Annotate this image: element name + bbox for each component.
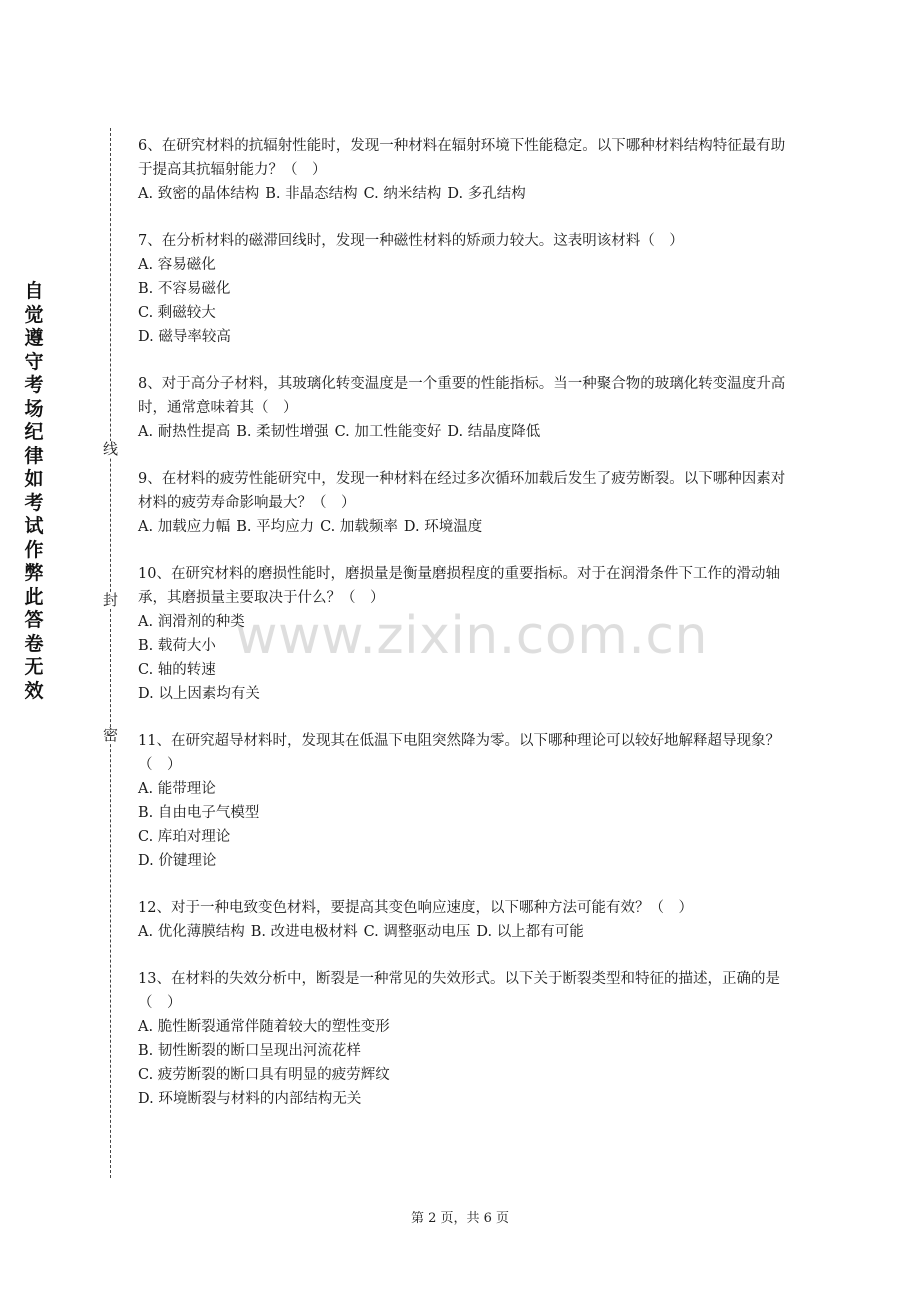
answer-option: B. 自由电子气模型: [138, 805, 260, 821]
question-item: [138, 467, 786, 539]
answer-option: C. 剩磁较大: [138, 305, 216, 321]
question-stem: 6、在研究材料的抗辐射性能时，发现一种材料在辐射环境下性能稳定。以下哪种材料结构特征最有助于提高其抗辐射能力？（ ）: [138, 138, 786, 178]
answer-option: B. 韧性断裂的断口呈现出河流花样: [138, 1043, 361, 1059]
page-number: 第 2 页，共 6 页: [410, 1211, 510, 1226]
question-stem: 11、在研究超导材料时，发现其在低温下电阻突然降为零。以下哪种理论可以较好地解释超导现象？（ ）: [138, 733, 780, 773]
question-stem: 7、在分析材料的磁滞回线时，发现一种磁性材料的矫顽力较大。这表明该材料（ ）: [138, 233, 684, 249]
question-stem: 13、在材料的失效分析中，断裂是一种常见的失效形式。以下关于断裂类型和特征的描述，正确的是（ ）: [138, 971, 780, 1011]
answer-option: D. 结晶度降低: [447, 424, 541, 440]
answer-option: B. 改进电极材料: [250, 924, 358, 940]
answer-option: C. 轴的转速: [138, 662, 216, 678]
option-row: [138, 515, 786, 539]
answer-option: D. 磁导率较高: [138, 329, 231, 345]
answer-option: B. 柔韧性增强: [236, 424, 329, 440]
answer-option: A. 加载应力幅: [138, 519, 231, 535]
answer-option: B. 载荷大小: [138, 638, 216, 654]
watermark: www.zixin.com.cn: [235, 606, 708, 666]
answer-option: D. 以上都有可能: [476, 924, 584, 940]
answer-option: A. 优化薄膜结构: [138, 924, 245, 940]
option-row: [138, 920, 786, 944]
answer-option: C. 加工性能变好: [334, 424, 442, 440]
question-item: [138, 896, 786, 944]
answer-option: A. 润滑剂的种类: [138, 614, 245, 630]
answer-option: C. 疲劳断裂的断口具有明显的疲劳辉纹: [138, 1067, 390, 1083]
question-stem: 8、对于高分子材料，其玻璃化转变温度是一个重要的性能指标。当一种聚合物的玻璃化转变温度升高时，通常意味着其（ ）: [138, 376, 786, 416]
question-item: [138, 134, 786, 206]
answer-option: A. 容易磁化: [138, 257, 216, 273]
question-item: [138, 729, 786, 873]
answer-option: D. 多孔结构: [447, 186, 526, 202]
question-stem: 9、在材料的疲劳性能研究中，发现一种材料在经过多次循环加载后发生了疲劳断裂。以下哪种因素对材料的疲劳寿命影响最大？（ ）: [138, 471, 786, 511]
question-item: [138, 967, 786, 1111]
answer-option: B. 非晶态结构: [265, 186, 358, 202]
answer-option: C. 库珀对理论: [138, 829, 231, 845]
option-row: [138, 420, 786, 444]
answer-option: B. 不容易磁化: [138, 281, 231, 297]
question-stem: 12、对于一种电致变色材料，要提高其变色响应速度，以下哪种方法可能有效？（ ）: [138, 900, 693, 916]
answer-option: B. 平均应力: [236, 519, 315, 535]
answer-option: D. 价键理论: [138, 853, 217, 869]
binding-mark-secret: 密: [102, 726, 118, 744]
binding-mark-seal: 封: [102, 591, 118, 609]
answer-option: A. 耐热性提高: [138, 424, 231, 440]
answer-option: A. 能带理论: [138, 781, 216, 797]
answer-option: A. 致密的晶体结构: [138, 186, 260, 202]
question-item: [138, 372, 786, 444]
answer-option: C. 调整驱动电压: [363, 924, 471, 940]
answer-option: D. 以上因素均有关: [138, 686, 260, 702]
answer-option: C. 纳米结构: [363, 186, 442, 202]
answer-option: A. 脆性断裂通常伴随着较大的塑性变形: [138, 1019, 390, 1035]
exam-discipline-notice: 自觉遵守考场纪律如考试作弊此答卷无效: [24, 280, 44, 702]
answer-option: C. 加载频率: [320, 519, 398, 535]
binding-dashed-line: [110, 128, 111, 1178]
answer-option: D. 环境断裂与材料的内部结构无关: [138, 1091, 362, 1107]
question-item: [138, 229, 786, 349]
answer-option: D. 环境温度: [403, 519, 483, 535]
option-row: [138, 182, 786, 206]
question-stem: 10、在研究材料的磨损性能时，磨损量是衡量磨损程度的重要指标。对于在润滑条件下工作的滑动轴承，其磨损量主要取决于什么？（ ）: [138, 566, 780, 606]
binding-mark-line: 线: [102, 440, 118, 458]
